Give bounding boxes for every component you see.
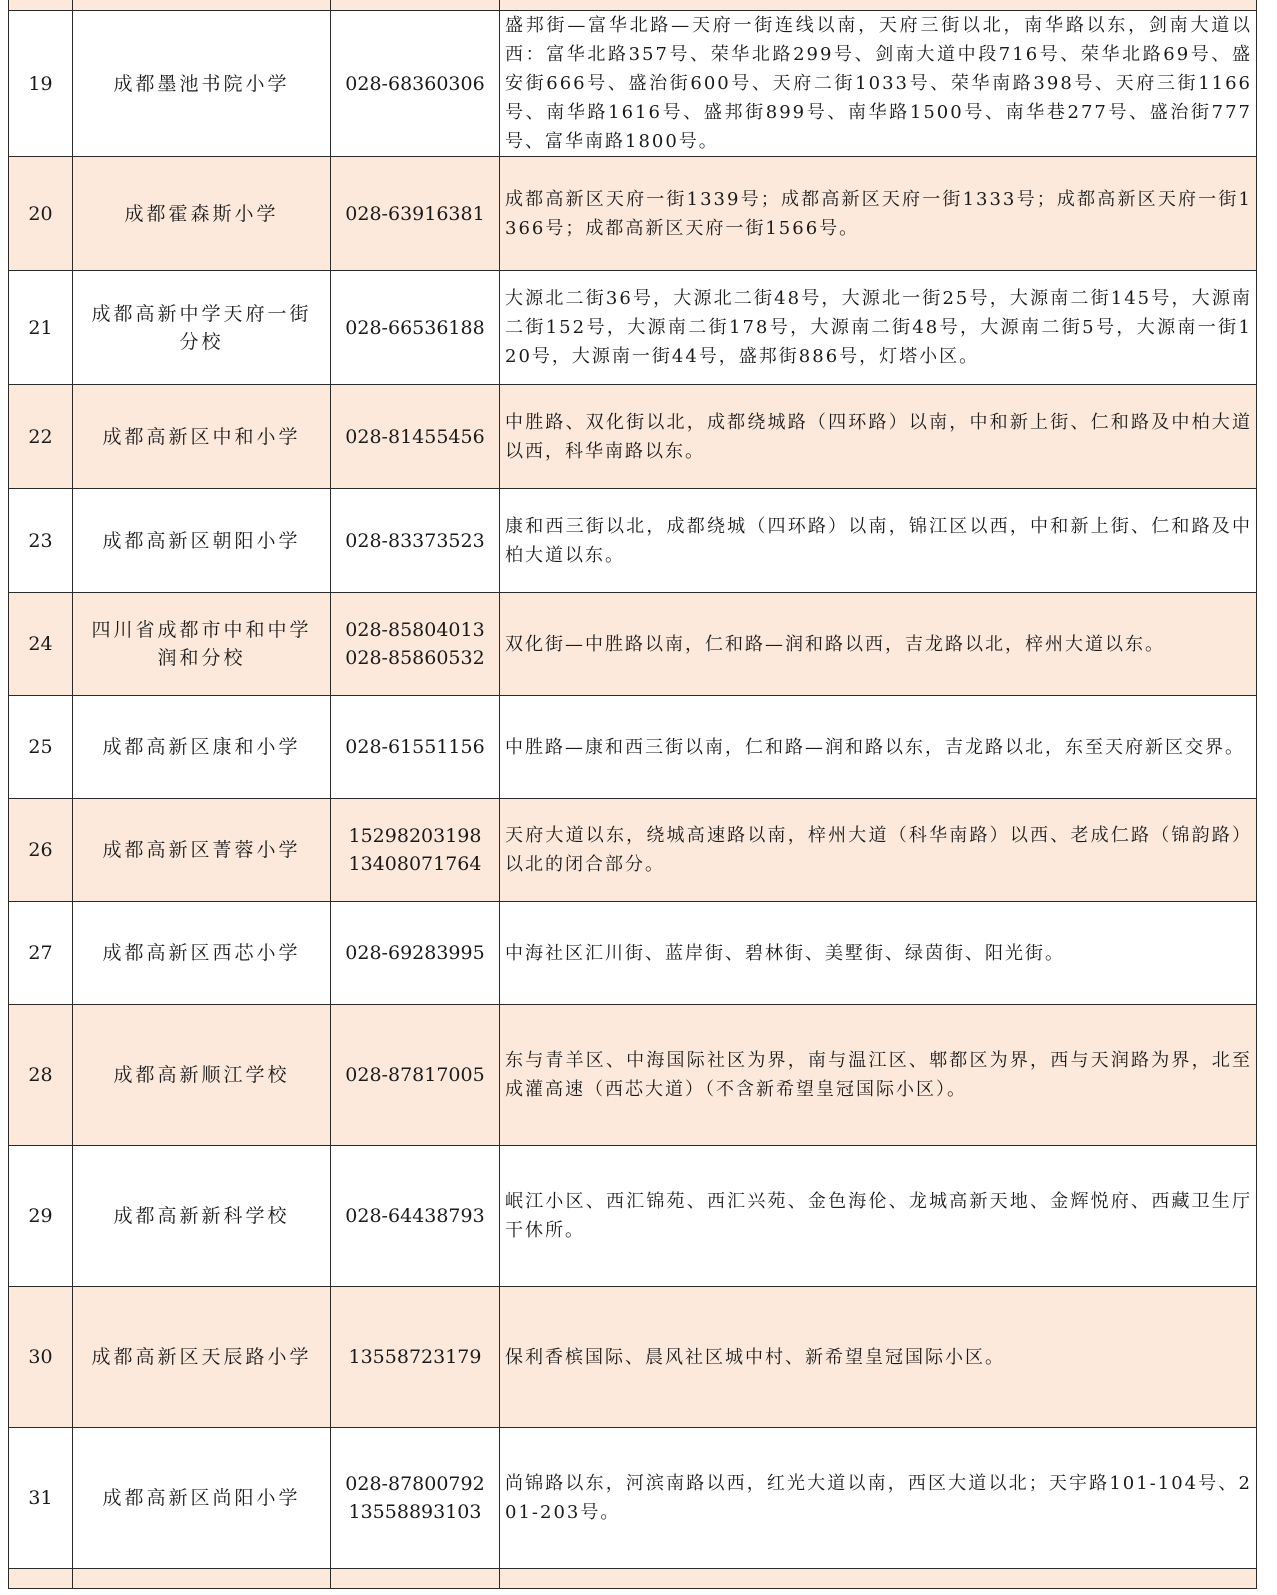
phone-number: 13408071764 — [348, 853, 482, 875]
row-number: 21 — [9, 271, 73, 385]
enrollment-area-cell: 中海社区汇川街、蓝岸街、碧林街、美墅街、绿茵街、阳光街。 — [500, 902, 1257, 1005]
school-name-line: 成都高新区中和小学 — [102, 425, 301, 448]
table-row — [9, 489, 1257, 593]
enrollment-area-cell: 保利香槟国际、晨风社区城中村、新希望皇冠国际小区。 — [500, 1287, 1257, 1428]
phone-cell — [331, 0, 500, 11]
table-row — [9, 799, 1257, 902]
school-name-cell — [73, 0, 331, 11]
table-row — [9, 1005, 1257, 1146]
phone-cell — [331, 1146, 500, 1287]
school-name-line: 润和分校 — [157, 647, 246, 669]
phone-cell — [331, 271, 500, 385]
school-name-line: 成都高新区菁蓉小学 — [102, 839, 301, 861]
table-row — [9, 1569, 1257, 1589]
table-row — [9, 385, 1257, 489]
school-name-cell — [73, 271, 331, 385]
school-name-line: 成都高新中学天府一街 — [91, 302, 312, 325]
row-number: 25 — [9, 696, 73, 799]
enrollment-area-cell: 尚锦路以东，河滨南路以西，红光大道以南，西区大道以北；天宇路101-104号、201-203号。 — [500, 1428, 1257, 1569]
table-row — [9, 0, 1257, 11]
phone-cell — [331, 696, 500, 799]
school-name-line: 成都高新区西芯小学 — [102, 942, 301, 964]
phone-cell — [331, 157, 500, 271]
row-number: 28 — [9, 1005, 73, 1146]
enrollment-area-cell: 中胜路—康和西三街以南，仁和路—润和路以东，吉龙路以北，东至天府新区交界。 — [500, 696, 1257, 799]
table-row — [9, 1428, 1257, 1569]
phone-number: 028-68360306 — [345, 72, 485, 95]
enrollment-area-cell: 岷江小区、西汇锦苑、西汇兴苑、金色海伦、龙城高新天地、金辉悦府、西藏卫生厅干休所。 — [500, 1146, 1257, 1287]
school-name-cell — [73, 1287, 331, 1428]
enrollment-area-cell: 双化街—中胜路以南，仁和路—润和路以西，吉龙路以北，梓州大道以东。 — [500, 593, 1257, 696]
row-number: 20 — [9, 157, 73, 271]
table-row — [9, 271, 1257, 385]
enrollment-area-cell: 东与青羊区、中海国际社区为界，南与温江区、郫都区为界，西与天润路为界，北至成灌高速（西芯大道）（不含新希望皇冠国际小区）。 — [500, 1005, 1257, 1146]
table-row — [9, 1287, 1257, 1428]
table-row — [9, 1146, 1257, 1287]
school-name-cell — [73, 799, 331, 902]
school-name-cell — [73, 11, 331, 157]
phone-number: 028-63916381 — [345, 202, 485, 225]
school-name-cell — [73, 1005, 331, 1146]
school-name-cell — [73, 1146, 331, 1287]
school-name-line: 成都墨池书院小学 — [113, 72, 290, 95]
phone-cell — [331, 902, 500, 1005]
phone-number: 028-61551156 — [345, 736, 485, 758]
phone-number: 15298203198 — [348, 825, 482, 847]
school-name-line: 成都高新区朝阳小学 — [102, 529, 301, 552]
row-number: 31 — [9, 1428, 73, 1569]
table-row — [9, 593, 1257, 696]
enrollment-area-cell: 天府大道以东，绕城高速路以南，梓州大道（科华南路）以西、老成仁路（锦韵路）以北的闭合部分。 — [500, 799, 1257, 902]
enrollment-area-cell: 中胜路、双化街以北，成都绕城路（四环路）以南，中和新上街、仁和路及中柏大道以西，科华南路以东。 — [500, 385, 1257, 489]
phone-number: 028-85804013 — [345, 619, 485, 641]
phone-number: 028-69283995 — [345, 942, 485, 964]
school-name-line: 成都高新区天辰路小学 — [91, 1346, 312, 1368]
row-number — [9, 1569, 73, 1589]
table-row — [9, 11, 1257, 157]
phone-number: 13558723179 — [348, 1346, 482, 1368]
phone-cell — [331, 799, 500, 902]
school-name-line: 分校 — [179, 330, 224, 353]
enrollment-area-cell — [500, 1569, 1257, 1589]
school-name-cell — [73, 593, 331, 696]
phone-number: 028-83373523 — [345, 529, 485, 552]
school-name-line: 成都高新新科学校 — [113, 1205, 290, 1227]
enrollment-area-cell: 盛邦街—富华北路—天府一街连线以南，天府三街以北，南华路以东，剑南大道以西：富华北路357号、荣华北路299号、剑南大道中段716号、荣华北路69号、盛安街666号、盛治街600号、天府二街1033号、荣华南路398号、天府三街1166号、南华路1616号、盛邦街899号、南华路1500号、南华巷277号、盛治街777号、富华南路1800号。 — [500, 11, 1257, 157]
phone-number: 028-64438793 — [345, 1205, 485, 1227]
row-number: 26 — [9, 799, 73, 902]
row-number: 23 — [9, 489, 73, 593]
school-name-line: 成都高新区康和小学 — [102, 736, 301, 758]
row-number: 19 — [9, 11, 73, 157]
phone-cell — [331, 1287, 500, 1428]
school-name-cell — [73, 1428, 331, 1569]
row-number: 24 — [9, 593, 73, 696]
school-name-line: 成都高新顺江学校 — [113, 1064, 290, 1086]
school-name-cell — [73, 696, 331, 799]
phone-cell — [331, 489, 500, 593]
phone-cell — [331, 593, 500, 696]
phone-number: 028-85860532 — [345, 647, 485, 669]
phone-number: 13558893103 — [348, 1501, 482, 1523]
row-number: 29 — [9, 1146, 73, 1287]
phone-number: 028-87800792 — [345, 1473, 485, 1495]
school-district-table — [8, 0, 1257, 1589]
row-number: 22 — [9, 385, 73, 489]
phone-number: 028-81455456 — [345, 425, 485, 448]
table-body — [9, 0, 1257, 1589]
phone-number: 028-66536188 — [345, 316, 485, 339]
phone-cell — [331, 1569, 500, 1589]
school-name-line: 成都霍森斯小学 — [124, 202, 279, 225]
enrollment-area-cell — [500, 0, 1257, 11]
table-row — [9, 696, 1257, 799]
table-row — [9, 157, 1257, 271]
row-number: 30 — [9, 1287, 73, 1428]
phone-cell — [331, 11, 500, 157]
school-name-cell — [73, 1569, 331, 1589]
phone-cell — [331, 385, 500, 489]
school-name-cell — [73, 385, 331, 489]
school-name-line: 成都高新区尚阳小学 — [102, 1487, 301, 1509]
school-name-cell — [73, 489, 331, 593]
phone-cell — [331, 1005, 500, 1146]
school-name-line: 四川省成都市中和中学 — [91, 619, 312, 641]
table-row — [9, 902, 1257, 1005]
school-name-cell — [73, 157, 331, 271]
enrollment-area-cell: 成都高新区天府一街1339号；成都高新区天府一街1333号；成都高新区天府一街1366号；成都高新区天府一街1566号。 — [500, 157, 1257, 271]
row-number — [9, 0, 73, 11]
school-name-cell — [73, 902, 331, 1005]
phone-cell — [331, 1428, 500, 1569]
enrollment-area-cell: 大源北二街36号，大源北二街48号，大源北一街25号，大源南二街145号，大源南二街152号，大源南二街178号，大源南二街48号，大源南二街5号，大源南一街120号，大源南一街44号，盛邦街886号，灯塔小区。 — [500, 271, 1257, 385]
row-number: 27 — [9, 902, 73, 1005]
phone-number: 028-87817005 — [345, 1064, 485, 1086]
enrollment-area-cell: 康和西三街以北，成都绕城（四环路）以南，锦江区以西，中和新上街、仁和路及中柏大道以东。 — [500, 489, 1257, 593]
